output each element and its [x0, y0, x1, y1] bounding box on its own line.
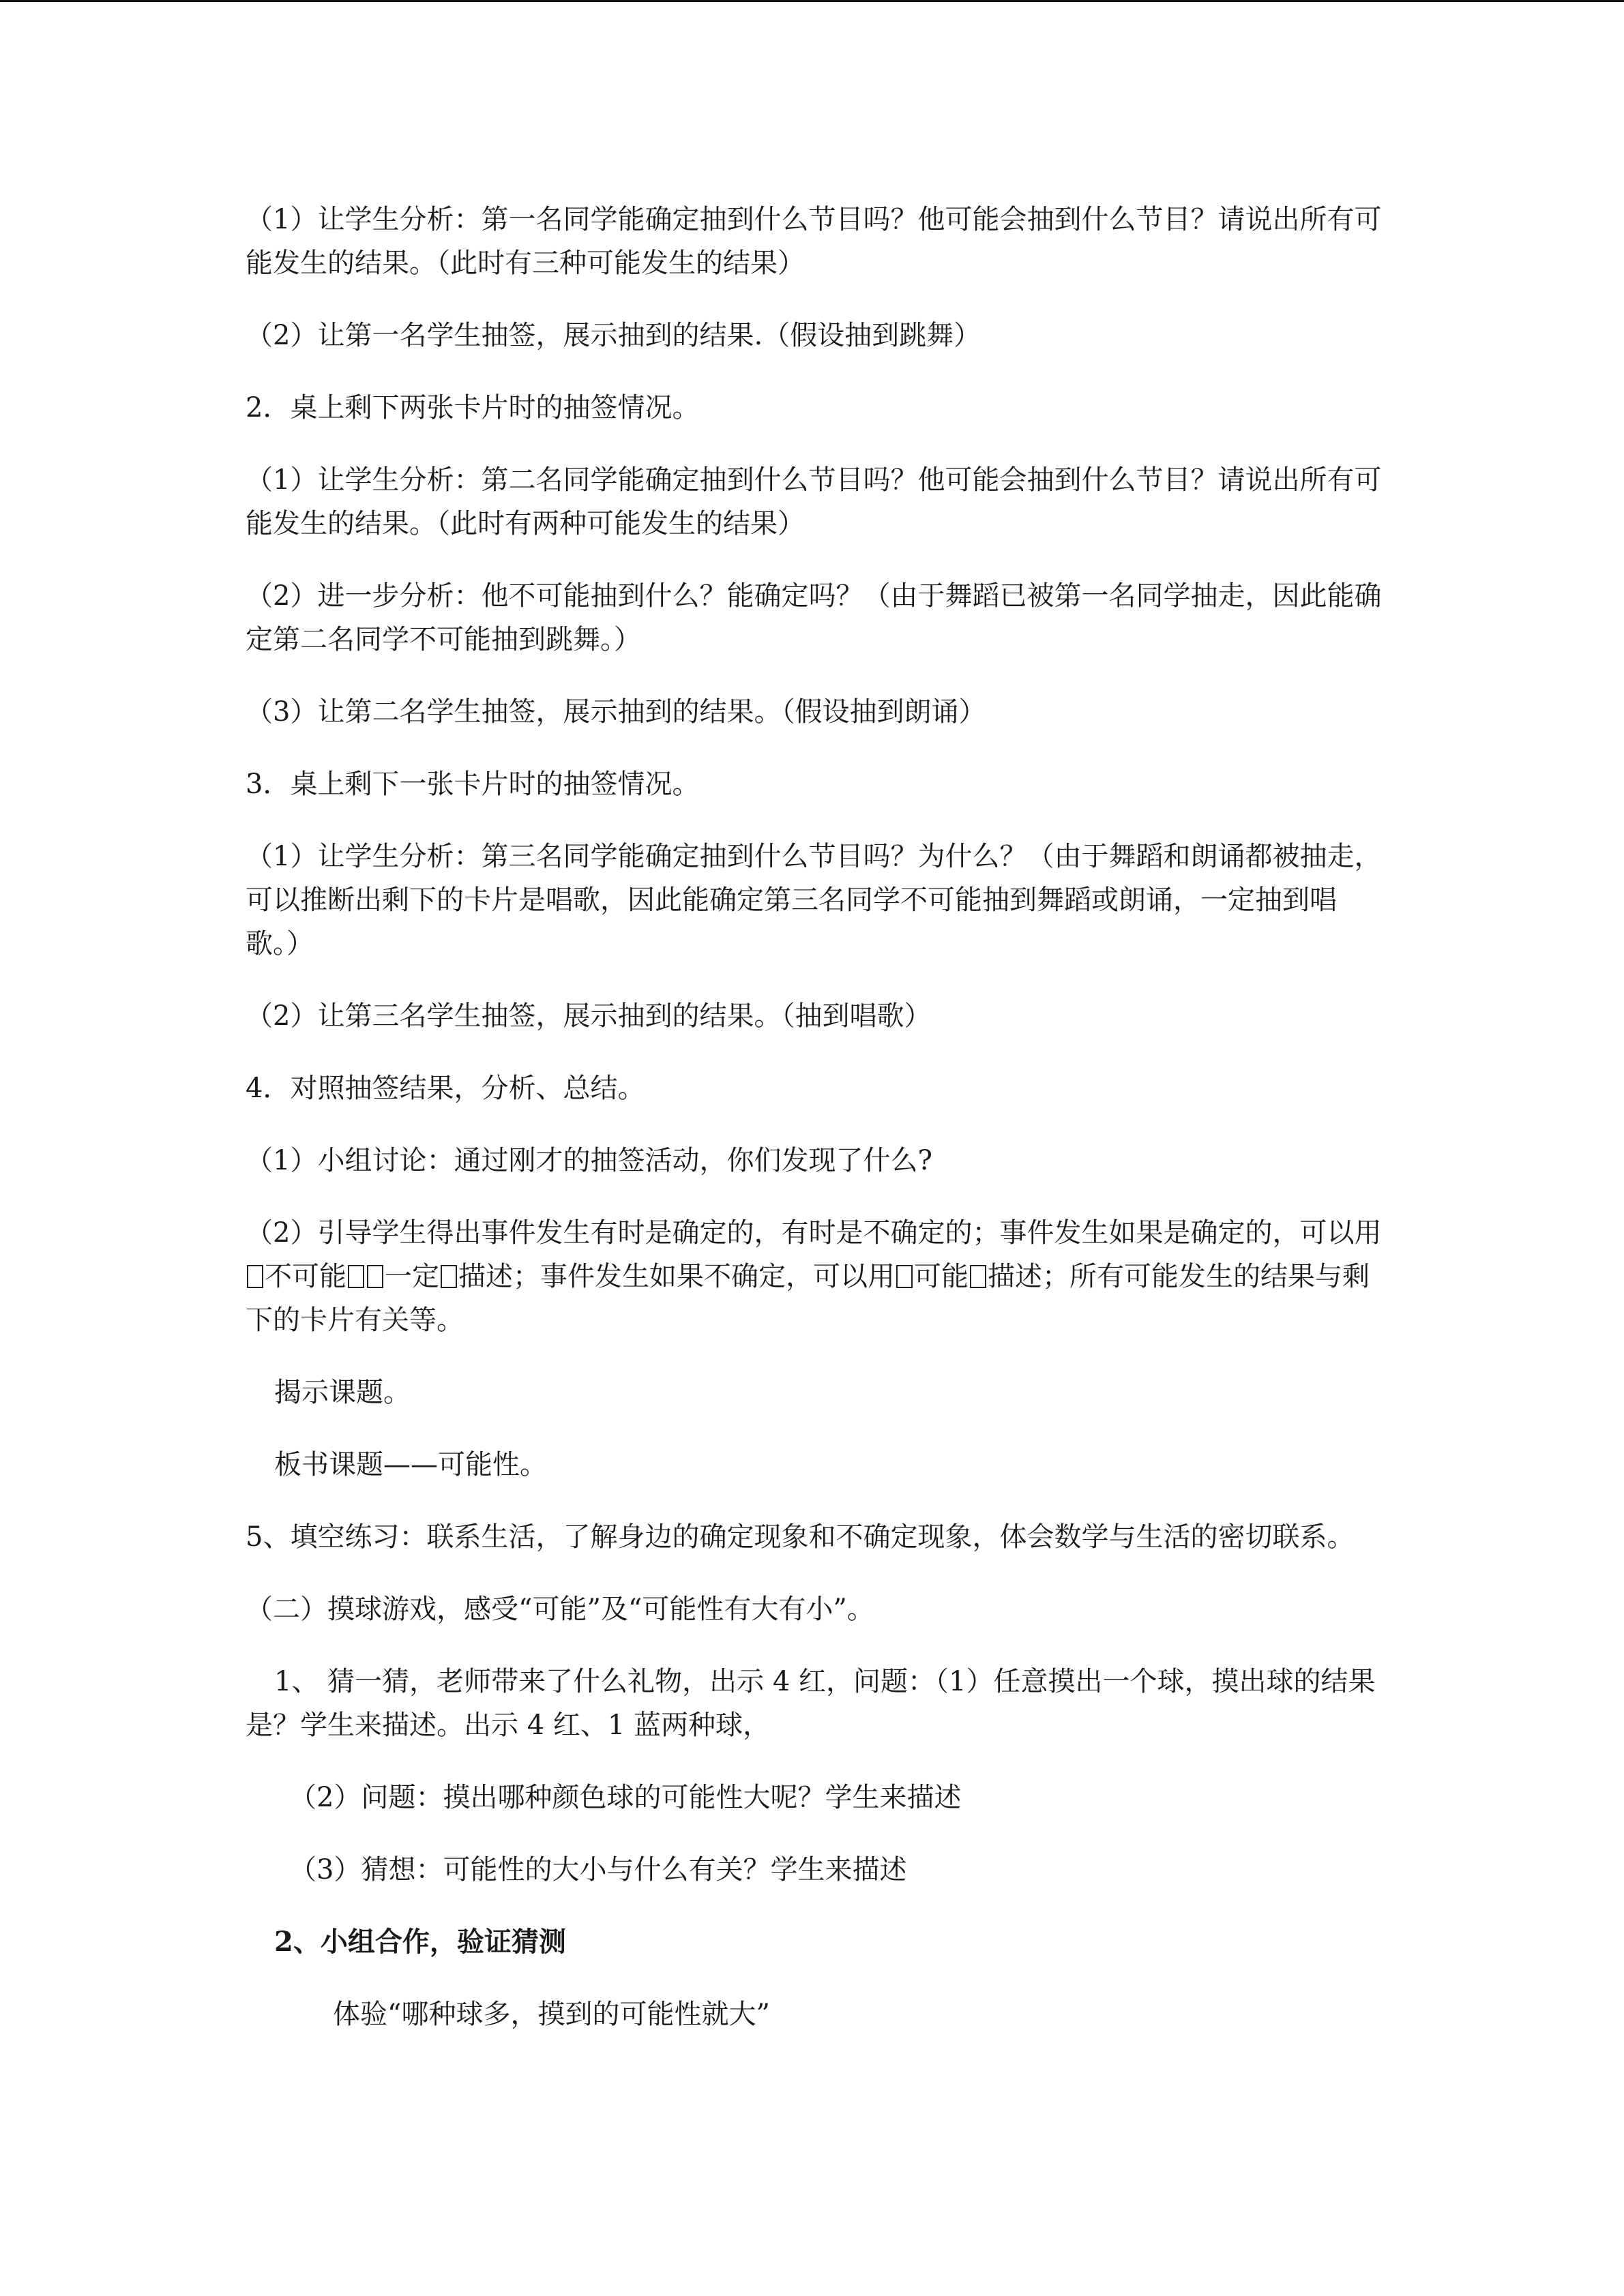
missing-glyph-icon: [896, 1265, 913, 1288]
paragraph-2-1: （1）让学生分析：第二名同学能确定抽到什么节目吗？他可能会抽到什么节目？请说出所有可能发生的结果。（此时有两种可能发生的结果）: [246, 464, 1382, 539]
game-step-1: [246, 1660, 1385, 1747]
game-question-3: （3）猜想：可能性的大小与什么有关？学生来描述: [289, 1854, 907, 1885]
paragraph-2-2: （2）进一步分析：他不可能抽到什么？能确定吗？（由于舞蹈已被第一名同学抽走，因此能确定第二名同学不可能抽到跳舞。）: [246, 580, 1382, 655]
group-cooperation-heading: 2、小组合作，验证猜测: [274, 1926, 566, 1958]
paragraph-4-2-text-c: 描述；所有可能发生的结果与剩下的卡片有关等。: [246, 1261, 1370, 1336]
board-topic: 板书课题——可能性。: [274, 1449, 547, 1480]
word-possible: 可能: [914, 1261, 969, 1292]
missing-glyph-icon: [970, 1265, 986, 1288]
missing-glyph-icon: [247, 1265, 263, 1288]
top-border: [0, 0, 1624, 2]
heading-4: 4．对照抽签结果，分析、总结。: [246, 1073, 645, 1104]
document-body: [246, 198, 1385, 2065]
game-question-2: （2）问题：摸出哪种颜色球的可能性大呢？学生来描述: [289, 1782, 962, 1813]
heading-3: 3．桌上剩下一张卡片时的抽签情况。: [246, 769, 700, 800]
paragraph-4-2-text-a: （2）引导学生得出事件发生有时是确定的，有时是不确定的；事件发生如果是确定的，可以用: [246, 1217, 1382, 1249]
paragraph-4-1: （1）小组讨论：通过刚才的抽签活动，你们发现了什么?: [246, 1145, 932, 1176]
paragraph-3-1: （1）让学生分析：第三名同学能确定抽到什么节目吗？为什么？（由于舞蹈和朗诵都被抽走，可以推断出剩下的卡片是唱歌，因此能确定第三名同学不可能抽到舞蹈或朗诵，一定抽到唱歌。）: [246, 841, 1382, 959]
heading-5: 5、填空练习：联系生活，了解身边的确定现象和不确定现象，体会数学与生活的密切联系。: [246, 1521, 1355, 1553]
missing-glyph-icon: [348, 1265, 364, 1288]
paragraph-3-2: （2）让第三名学生抽签，展示抽到的结果。（抽到唱歌）: [246, 1000, 932, 1032]
paragraph-2-3: （3）让第二名学生抽签，展示抽到的结果。（假设抽到朗诵）: [246, 696, 986, 728]
missing-glyph-icon: [367, 1265, 383, 1288]
paragraph-4-2-text-b: 描述；事件发生如果不确定，可以用: [458, 1261, 895, 1292]
game-step-1-text: 1、 猜一猜，老师带来了什么礼物，出示 4 红，问题：（1）任意摸出一个球，摸出球的结果是？学生来描述。出示 4 红、1 蓝两种球，: [246, 1666, 1376, 1741]
paragraph-4-2: [246, 1211, 1385, 1342]
section-2-heading: （二）摸球游戏，感受“可能”及“可能性有大有小”。: [246, 1594, 874, 1625]
missing-glyph-icon: [441, 1265, 457, 1288]
heading-2: 2．桌上剩下两张卡片时的抽签情况。: [246, 392, 700, 423]
word-certain: 一定: [385, 1261, 439, 1292]
word-impossible: 不可能: [265, 1261, 346, 1292]
reveal-topic: 揭示课题。: [274, 1377, 411, 1408]
paragraph-1-2: （2）让第一名学生抽签，展示抽到的结果.（假设抽到跳舞）: [246, 320, 981, 351]
paragraph-1-1: （1）让学生分析：第一名同学能确定抽到什么节目吗？他可能会抽到什么节目？请说出所有可能发生的结果。（此时有三种可能发生的结果）: [246, 204, 1382, 279]
experience-line: 体验“哪种球多，摸到的可能性就大”: [333, 1999, 770, 2030]
